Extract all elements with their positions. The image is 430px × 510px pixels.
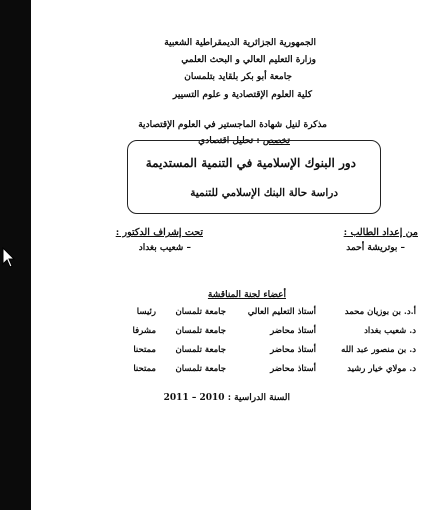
document-page (31, 0, 430, 510)
member-role: ممتحنا (133, 344, 156, 355)
thesis-title-box (127, 140, 381, 214)
member-name: د. شعيب بغداد (364, 325, 416, 336)
mouse-cursor-icon (2, 247, 16, 269)
table-row (101, 321, 416, 340)
table-row (101, 340, 416, 359)
member-university: جامعة تلمسان (175, 306, 226, 317)
table-row (101, 359, 416, 378)
specialty-value: : تحليل اقتصادي (198, 136, 260, 146)
committee-table (101, 302, 416, 378)
header-university: جامعة أبو بكر بلقايد بتلمسان (184, 72, 292, 82)
member-university: جامعة تلمسان (175, 344, 226, 355)
member-rank: أستاذ محاضر (270, 344, 316, 355)
table-row (101, 302, 416, 321)
member-role: مشرفا (132, 325, 156, 336)
member-rank: أستاذ التعليم العالي (247, 306, 316, 317)
member-name: د. بن منصور عبد الله (341, 344, 416, 355)
member-rank: أستاذ محاضر (270, 363, 316, 374)
member-name: د. مولاي خيار رشيد (347, 363, 416, 374)
member-name: أ.د. بن بوزيان محمد (344, 306, 416, 317)
thesis-title: دور البنوك الإسلامية في التنمية المستديمة (145, 156, 356, 170)
member-rank: أستاذ محاضر (270, 325, 316, 336)
thesis-subtitle: دراسة حالة البنك الإسلامي للتنمية (190, 187, 338, 199)
member-role: رئيسا (136, 306, 156, 317)
member-role: ممتحنا (133, 363, 156, 374)
supervisor-label: تحت إشراف الدكتور : (115, 227, 203, 238)
committee-heading: أعضاء لجنة المناقشة (207, 290, 286, 300)
supervisor-name: – شعيب بغداد (138, 243, 191, 253)
specialty-label: تخصص (262, 136, 290, 146)
member-university: جامعة تلمسان (175, 325, 226, 336)
header-republic: الجمهورية الجزائرية الديمقراطية الشعبية (164, 38, 316, 48)
academic-year: السنة الدراسية : 2010 – 2011 (163, 393, 290, 403)
header-faculty: كلية العلوم الإقتصادية و علوم التسيير (172, 90, 312, 100)
student-name: – بوتريشة أحمد (346, 243, 405, 253)
member-university: جامعة تلمسان (175, 363, 226, 374)
header-ministry: وزارة التعليم العالي و البحث العلمي (181, 55, 316, 65)
student-label: من إعداد الطالب : (343, 227, 418, 238)
thesis-purpose: مذكرة لنيل شهادة الماجستير في العلوم الإقتصادية (138, 120, 327, 130)
